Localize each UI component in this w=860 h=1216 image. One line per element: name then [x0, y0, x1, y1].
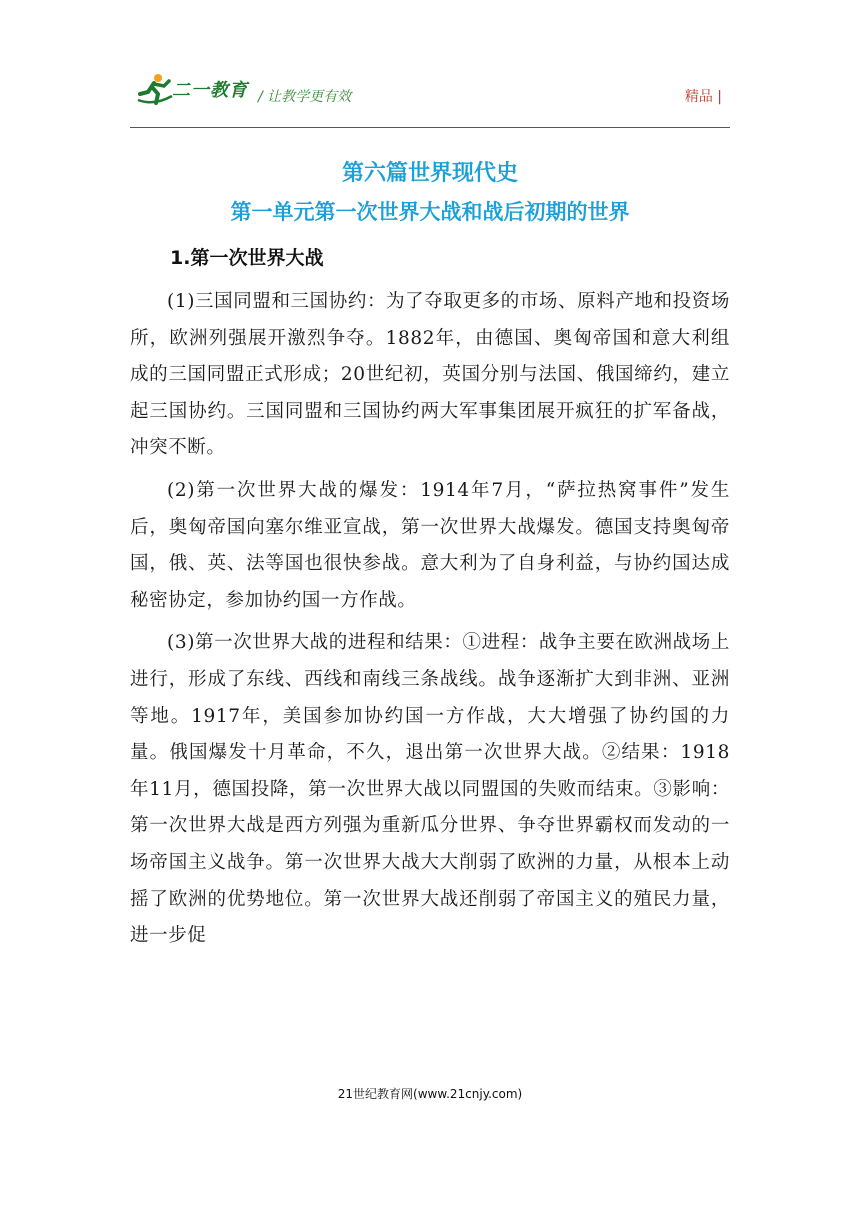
- quality-badge: 精品 |: [684, 89, 722, 105]
- running-figure-logo-icon: [136, 72, 174, 106]
- page-title: 第六篇世界现代史: [341, 161, 518, 186]
- paragraph: (3)第一次世界大战的进程和结果：①进程：战争主要在欧洲战场上进行，形成了东线、西线和南线三条战线。战争逐渐扩大到非洲、亚洲等地。1917年，美国参加协约国一方作战，大大增强了协约国的力量。俄国爆发十月革命，不久，退出第一次世界大战。②结果：1918年11月，德国投降，第一次世界大战以同盟国的失败而结束。③影响：第一次世界大战是西方列强为重新瓜分世界、争夺世界霸权而发动的一场帝国主义战争。第一次世界大战大大削弱了欧洲的力量，从根本上动摇了欧洲的优势地位。第一次世界大战还削弱了帝国主义的殖民力量，进一步促: [130, 632, 730, 947]
- brand-logo: [136, 72, 248, 106]
- header-divider: [130, 127, 730, 128]
- header-slogan: / 让教学更有效: [258, 89, 352, 105]
- logo-text: 二一教育: [172, 80, 248, 101]
- body-text: [130, 284, 730, 961]
- paragraph: (2)第一次世界大战的爆发：1914年7月，“萨拉热窝事件”发生后，奥匈帝国向塞尔维亚宣战，第一次世界大战爆发。德国支持奥匈帝国，俄、英、法等国也很快参战。意大利为了自身利益，与协约国达成秘密协定，参加协约国一方作战。: [130, 479, 730, 611]
- page-footer: 21世纪教育网(www.21cnjy.com): [337, 1087, 523, 1101]
- page-header: [130, 70, 730, 128]
- paragraph: (1)三国同盟和三国协约：为了夺取更多的市场、原料产地和投资场所，欧洲列强展开激烈争夺。1882年，由德国、奥匈帝国和意大利组成的三国同盟正式形成；20世纪初，英国分别与法国、俄国缔约，建立起三国协约。三国同盟和三国协约两大军事集团展开疯狂的扩军备战，冲突不断。: [130, 291, 730, 459]
- unit-title: 第一单元第一次世界大战和战后初期的世界: [230, 200, 630, 224]
- section-heading: 1.第一次世界大战: [170, 247, 324, 269]
